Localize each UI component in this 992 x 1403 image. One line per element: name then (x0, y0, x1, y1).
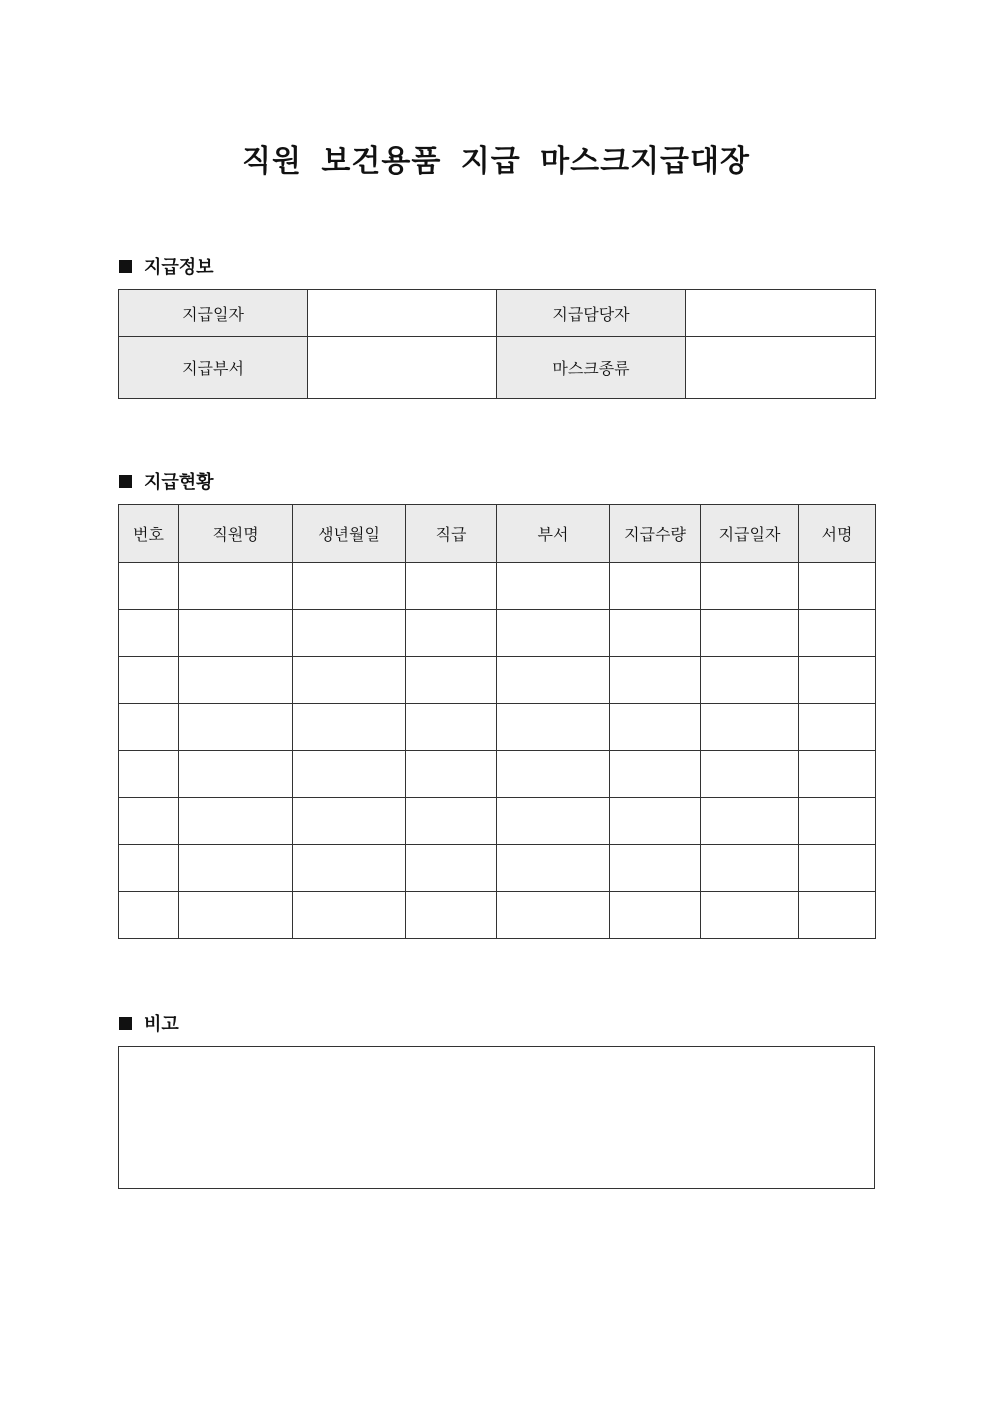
column-header-signature: 서명 (799, 505, 876, 563)
table-cell[interactable] (610, 845, 701, 892)
table-cell[interactable] (610, 563, 701, 610)
table-cell[interactable] (799, 657, 876, 704)
table-row (119, 798, 876, 845)
table-cell[interactable] (610, 798, 701, 845)
table-cell[interactable] (497, 657, 610, 704)
table-cell[interactable] (497, 563, 610, 610)
info-table (118, 289, 876, 399)
column-header-issue-date: 지급일자 (701, 505, 799, 563)
table-cell[interactable] (406, 657, 497, 704)
info-section-heading (119, 253, 214, 279)
column-header-employee-name: 직원명 (179, 505, 293, 563)
table-cell[interactable] (179, 610, 293, 657)
table-cell[interactable] (293, 892, 406, 939)
remarks-section-title: 비고 (144, 1014, 179, 1035)
table-cell[interactable] (701, 563, 799, 610)
table-cell[interactable] (799, 704, 876, 751)
table-cell[interactable] (293, 751, 406, 798)
table-cell[interactable] (701, 892, 799, 939)
table-cell[interactable] (293, 798, 406, 845)
table-cell[interactable] (497, 751, 610, 798)
info-value-issue-date[interactable] (308, 290, 497, 337)
table-cell[interactable] (293, 610, 406, 657)
table-cell[interactable] (701, 751, 799, 798)
status-section-heading (119, 468, 214, 494)
table-cell[interactable] (497, 610, 610, 657)
info-value-mask-type[interactable] (686, 337, 876, 399)
table-cell[interactable] (799, 892, 876, 939)
table-cell[interactable] (293, 563, 406, 610)
page-title: 직원 보건용품 지급 마스크지급대장 (241, 144, 751, 179)
table-cell[interactable] (406, 704, 497, 751)
column-header-quantity: 지급수량 (610, 505, 701, 563)
table-cell[interactable] (406, 751, 497, 798)
table-cell[interactable] (701, 610, 799, 657)
info-section-title: 지급정보 (144, 257, 214, 278)
info-row (119, 337, 876, 399)
table-cell[interactable] (799, 751, 876, 798)
table-cell[interactable] (179, 751, 293, 798)
table-cell[interactable] (610, 751, 701, 798)
info-value-issuer[interactable] (686, 290, 876, 337)
table-cell[interactable] (497, 892, 610, 939)
table-cell[interactable] (497, 798, 610, 845)
table-cell[interactable] (119, 704, 179, 751)
table-cell[interactable] (179, 798, 293, 845)
info-label-issuer: 지급담당자 (497, 290, 686, 337)
table-cell[interactable] (119, 563, 179, 610)
table-cell[interactable] (179, 892, 293, 939)
table-cell[interactable] (293, 657, 406, 704)
table-cell[interactable] (179, 845, 293, 892)
table-row (119, 704, 876, 751)
table-cell[interactable] (799, 798, 876, 845)
table-cell[interactable] (610, 610, 701, 657)
table-row (119, 751, 876, 798)
info-label-mask-type: 마스크종류 (497, 337, 686, 399)
table-row (119, 610, 876, 657)
table-cell[interactable] (179, 704, 293, 751)
table-cell[interactable] (179, 563, 293, 610)
info-label-issue-date: 지급일자 (119, 290, 308, 337)
table-cell[interactable] (701, 845, 799, 892)
table-row (119, 845, 876, 892)
table-cell[interactable] (119, 610, 179, 657)
info-row (119, 290, 876, 337)
table-cell[interactable] (701, 798, 799, 845)
table-cell[interactable] (799, 845, 876, 892)
info-label-department: 지급부서 (119, 337, 308, 399)
column-header-number: 번호 (119, 505, 179, 563)
square-bullet-icon (119, 1017, 132, 1030)
table-cell[interactable] (701, 657, 799, 704)
remarks-section-heading (119, 1010, 179, 1036)
table-row (119, 892, 876, 939)
square-bullet-icon (119, 260, 132, 273)
table-cell[interactable] (179, 657, 293, 704)
table-cell[interactable] (119, 892, 179, 939)
table-cell[interactable] (293, 704, 406, 751)
table-cell[interactable] (119, 845, 179, 892)
table-cell[interactable] (497, 704, 610, 751)
info-value-department[interactable] (308, 337, 497, 399)
column-header-position: 직급 (406, 505, 497, 563)
table-cell[interactable] (406, 610, 497, 657)
table-cell[interactable] (406, 798, 497, 845)
table-cell[interactable] (497, 845, 610, 892)
table-cell[interactable] (119, 657, 179, 704)
square-bullet-icon (119, 475, 132, 488)
table-cell[interactable] (119, 751, 179, 798)
table-cell[interactable] (799, 610, 876, 657)
status-section-title: 지급현황 (144, 472, 214, 493)
table-cell[interactable] (406, 563, 497, 610)
table-cell[interactable] (406, 845, 497, 892)
table-row (119, 563, 876, 610)
status-table-body (119, 563, 876, 939)
table-cell[interactable] (119, 798, 179, 845)
table-cell[interactable] (701, 704, 799, 751)
table-cell[interactable] (406, 892, 497, 939)
column-header-department: 부서 (497, 505, 610, 563)
table-cell[interactable] (610, 892, 701, 939)
table-cell[interactable] (799, 563, 876, 610)
table-cell[interactable] (610, 704, 701, 751)
table-row (119, 657, 876, 704)
column-header-birth-date: 생년월일 (293, 505, 406, 563)
table-cell[interactable] (293, 845, 406, 892)
table-cell[interactable] (610, 657, 701, 704)
table-header-row (119, 505, 876, 563)
status-table (118, 504, 876, 939)
remarks-box[interactable] (118, 1046, 875, 1189)
